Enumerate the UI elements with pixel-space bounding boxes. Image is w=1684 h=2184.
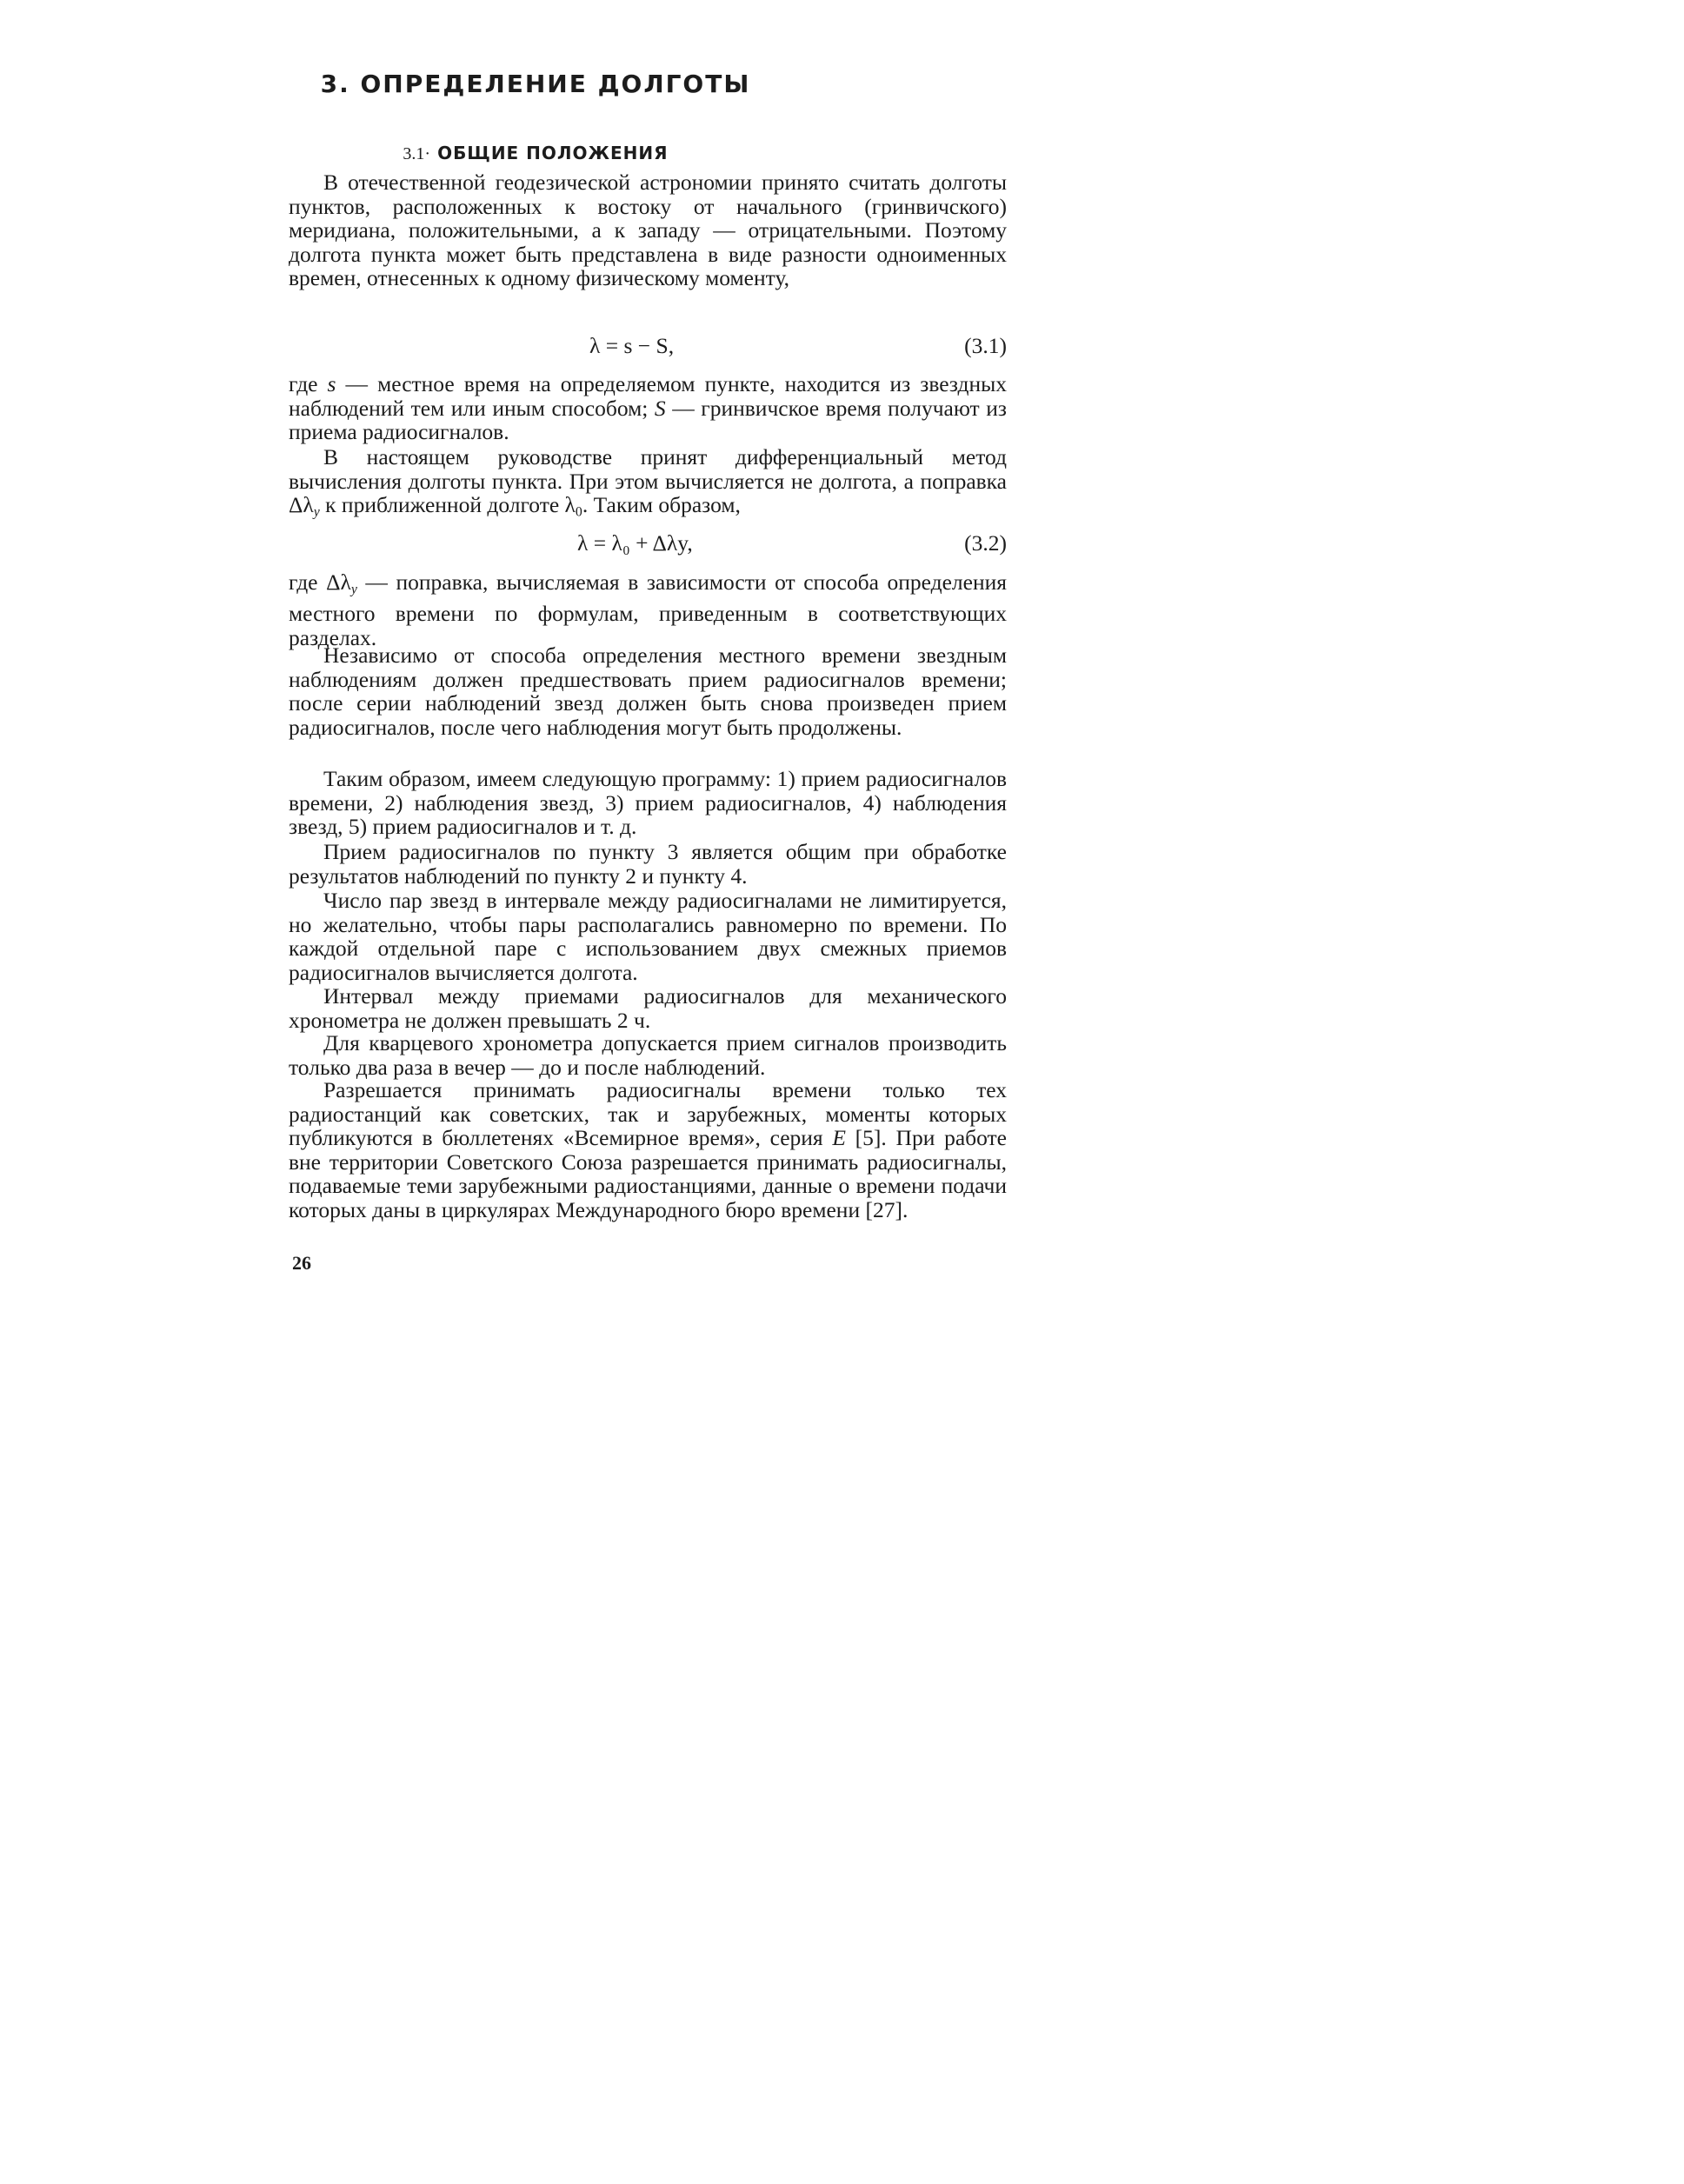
formula-3-1 xyxy=(289,333,1007,359)
p11-text-2: [5]. При работе вне территории Советского Союза разрешается принимать радиосигналы, подаваемые теми зарубежными радиостанциями, данные о времени подачи которых даны в циркулярах Международного бюро времени [27]. xyxy=(289,1125,1007,1222)
p4-text-2: — поправка, вычисляемая в зависимости от способа определения местного времени по формулам, приведенным в соответствующих разделах. xyxy=(289,569,1007,650)
paragraph-3 xyxy=(289,445,1007,525)
formula-3-2-expression: λ = λ₀ + Δλy, xyxy=(577,530,693,556)
paragraph-2 xyxy=(289,372,1007,444)
section-title: ОБЩИЕ ПОЛОЖЕНИЯ xyxy=(437,143,669,163)
p2-symbol-s: s xyxy=(327,371,336,396)
formula-3-2 xyxy=(289,530,1007,556)
paragraph-8: Число пар звезд в интервале между радиосигналами не лимитируется, но желательно, чтобы пары располагались равномерно по времени. По каждой отдельной паре с использованием двух смежных приемов радиосигналов вычисляется долгота. xyxy=(289,888,1007,985)
paragraph-10: Для кварцевого хронометра допускается прием сигналов производить только два раза в вечер — до и после наблюдений. xyxy=(289,1030,1007,1080)
p3-lambda0: λ xyxy=(564,492,576,518)
chapter-title: 3. ОПРЕДЕЛЕНИЕ ДОЛГОТЫ xyxy=(320,70,751,98)
p11-series-E: E xyxy=(832,1125,846,1151)
formula-3-1-expression: λ = s − S, xyxy=(589,333,675,358)
paragraph-11 xyxy=(289,1078,1007,1222)
p3-text-3: . Таким образом, xyxy=(582,492,741,518)
formula-3-1-number: (3.1) xyxy=(964,333,1007,358)
p2-text-2: — местное время на определяемом пункте, находится из звездных наблюдений тем или иным способом; xyxy=(289,371,1007,421)
p3-delta-lambda-subscript: y xyxy=(313,504,320,520)
p11-text-1: Разрешается принимать радиосигналы времени только тех радиостанций как советских, так и зарубежных, моменты которых публикуются в бюллетенях «Всемирное время», серия xyxy=(289,1077,1007,1151)
p3-delta-lambda: Δλ xyxy=(289,492,314,518)
p2-text-3: — гринвичское время получают из приема радиосигналов. xyxy=(289,395,1007,445)
paragraph-9: Интервал между приемами радиосигналов для механического хронометра не должен превышать 2 ч. xyxy=(289,983,1007,1033)
formula-3-2-number: (3.2) xyxy=(964,530,1007,556)
paragraph-7: Прием радиосигналов по пункту 3 является общим при обработке результатов наблюдений по пункту 2 и пункту 4. xyxy=(289,839,1007,889)
p4-delta-lambda: Δλ xyxy=(326,569,351,595)
paragraph-4 xyxy=(289,570,1007,650)
paragraph-1: В отечественной геодезической астрономии принято считать долготы пунктов, расположенных к востоку от начального (гринвичского) меридиана, положительными, а к западу — отрицательными. Поэтому долгота пункта может быть представлена в виде разности одноименных времен, отнесенных к одному физическому моменту, xyxy=(289,170,1007,291)
p3-lambda0-subscript: 0 xyxy=(575,504,582,520)
p3-text-1: В настоящем руководстве принят дифференциальный метод вычисления долготы пункта. При этом вычисляется не долгота, а поправка xyxy=(289,444,1007,494)
p4-delta-lambda-subscript: y xyxy=(350,582,357,597)
section-number: 3.1· xyxy=(403,144,431,163)
document-page xyxy=(0,0,1071,1391)
section-heading xyxy=(0,143,1071,164)
paragraph-5: Независимо от способа определения местного времени звездным наблюдениям должен предшествовать прием радиосигналов времени; после серии наблюдений звезд должен быть снова произведен прием радиосигналов, после чего наблюдения могут быть продолжены. xyxy=(289,643,1007,740)
p2-text-1: где xyxy=(289,371,328,396)
paragraph-6: Таким образом, имеем следующую программу: 1) прием радиосигналов времени, 2) наблюдения звезд, 3) прием радиосигналов, 4) наблюдения звезд, 5) прием радиосигналов и т. д. xyxy=(289,766,1007,840)
p3-text-2: к приближенной долготе xyxy=(319,492,565,518)
p4-text-1: где xyxy=(289,569,327,595)
p2-symbol-S: S xyxy=(654,395,666,421)
page-number: 26 xyxy=(292,1252,311,1274)
